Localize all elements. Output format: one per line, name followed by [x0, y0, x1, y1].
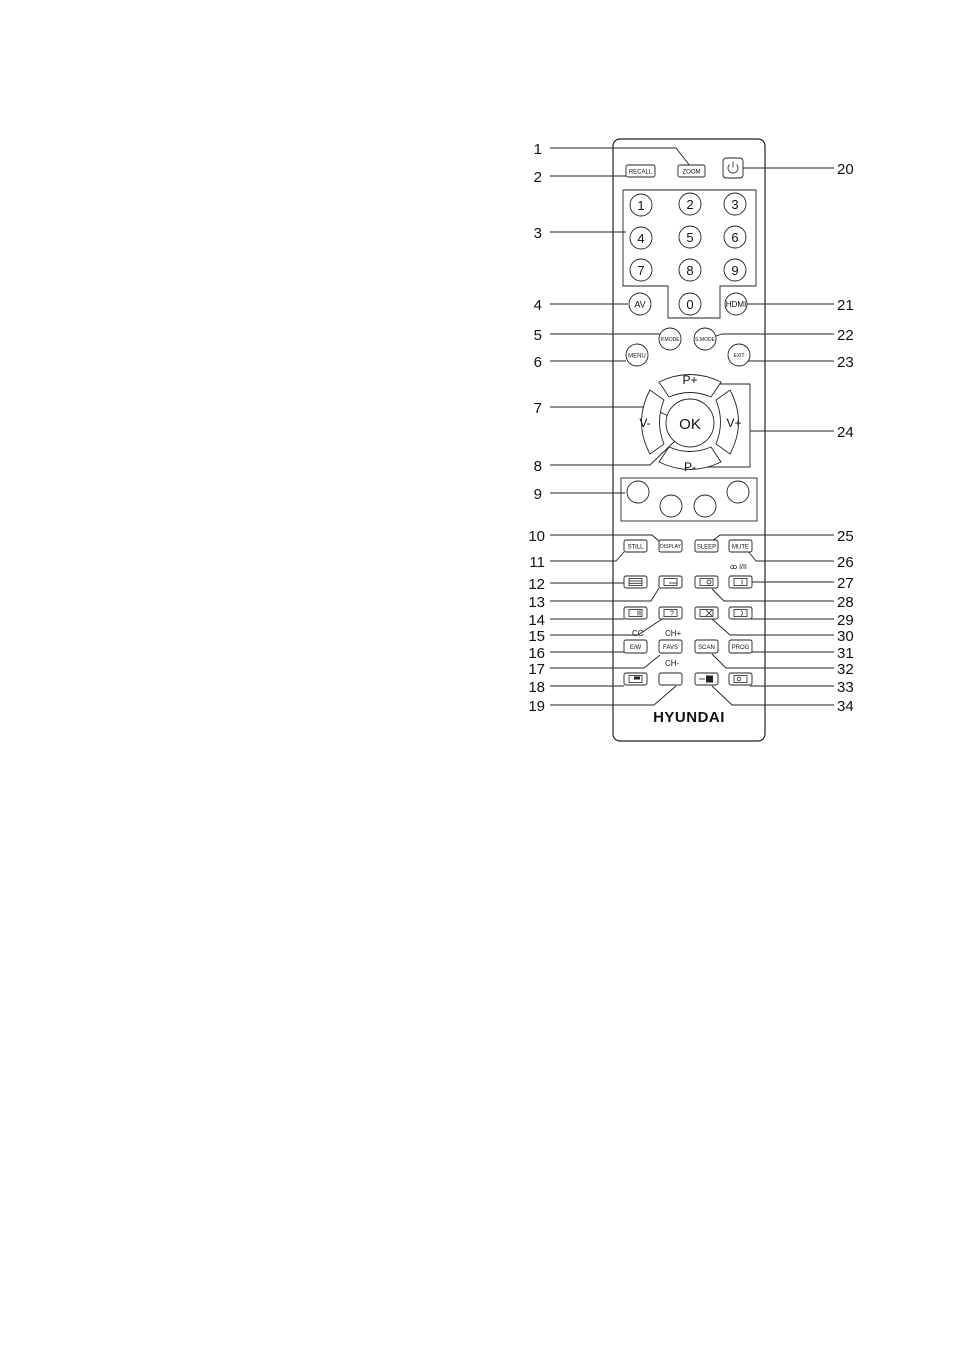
digit-3-button[interactable] — [724, 193, 746, 215]
source-input-button[interactable] — [695, 673, 718, 685]
sound-mode-label: S.MODE — [695, 337, 715, 343]
prog-label: PROG — [731, 645, 750, 651]
callout-32: 32 — [837, 661, 854, 678]
scan-label: SCAN — [698, 645, 715, 651]
callout-31: 31 — [837, 645, 854, 662]
prog-button[interactable] — [729, 640, 752, 653]
still-label: STILL — [627, 544, 644, 551]
callout-19: 19 — [528, 698, 545, 715]
color-key-yellow[interactable] — [694, 495, 716, 517]
teletext-index-button[interactable] — [695, 576, 718, 588]
ch-plus-label: CH+ — [665, 629, 682, 638]
callout-8: 8 — [533, 458, 542, 475]
callout-7: 7 — [533, 400, 542, 417]
zoom-button[interactable] — [678, 165, 705, 177]
digit-5-button[interactable] — [679, 226, 701, 248]
digit-7-button[interactable] — [630, 259, 652, 281]
zoom-label: ZOOM — [682, 169, 701, 176]
digit-0-button[interactable] — [679, 293, 701, 315]
callout-9: 9 — [533, 486, 542, 503]
teletext-subpage-button[interactable] — [729, 607, 752, 619]
callout-28: 28 — [837, 594, 854, 611]
digit-4-label: 4 — [637, 231, 645, 246]
brand-logo: HYUNDAI — [653, 709, 725, 726]
favs-button[interactable] — [659, 640, 682, 653]
scan-button[interactable] — [695, 640, 718, 653]
teletext-mix-button[interactable] — [659, 576, 682, 588]
digit-1-button[interactable] — [630, 194, 652, 216]
digit-6-button[interactable] — [724, 226, 746, 248]
hdmi-label: HDMI — [725, 300, 747, 309]
volume-down-label: V- — [639, 416, 651, 430]
sleep-label: SLEEP — [696, 544, 717, 551]
callout-21: 21 — [837, 297, 854, 314]
digit-9-label: 9 — [731, 263, 739, 278]
display-label: DISPLAY — [660, 544, 681, 550]
callout-20: 20 — [837, 161, 854, 178]
digit-4-button[interactable] — [630, 227, 652, 249]
callout-23: 23 — [837, 354, 854, 371]
stop-button[interactable] — [624, 673, 647, 685]
exit-label: EXIT — [733, 353, 745, 359]
callout-29: 29 — [837, 612, 854, 629]
digit-2-label: 2 — [686, 197, 694, 212]
callout-4: 4 — [533, 297, 542, 314]
ew-button[interactable] — [624, 640, 647, 653]
digit-6-label: 6 — [731, 230, 739, 245]
menu-label: MENU — [628, 353, 646, 360]
ch-minus-label: CH- — [665, 659, 680, 668]
teletext-reveal-button[interactable] — [659, 607, 682, 619]
color-key-blue[interactable] — [727, 481, 749, 503]
picture-mode-button[interactable] — [659, 328, 681, 350]
digit-7-label: 7 — [637, 263, 645, 278]
digit-8-button[interactable] — [679, 259, 701, 281]
teletext-cancel-button[interactable] — [695, 607, 718, 619]
pip-button[interactable] — [729, 673, 752, 685]
callout-10: 10 — [528, 528, 545, 545]
sound-mode-button[interactable] — [694, 328, 716, 350]
callout-30: 30 — [837, 628, 854, 645]
digit-5-label: 5 — [686, 230, 694, 245]
callout-11: 11 — [529, 554, 545, 571]
ok-button[interactable] — [666, 399, 714, 447]
callout-17: 17 — [528, 661, 545, 678]
callout-13: 13 — [528, 594, 545, 611]
mute-button[interactable] — [729, 540, 752, 552]
callout-6: 6 — [533, 354, 542, 371]
channel-down-label: P- — [684, 460, 696, 474]
hdmi-button[interactable] — [725, 293, 747, 315]
blank-function-button[interactable] — [659, 673, 682, 685]
callout-24: 24 — [837, 424, 854, 441]
still-button[interactable] — [624, 540, 647, 552]
right-callouts — [837, 161, 854, 715]
av-button[interactable] — [629, 293, 651, 315]
digit-1-label: 1 — [637, 198, 645, 213]
callout-25: 25 — [837, 528, 854, 545]
power-button[interactable] — [723, 158, 743, 178]
callout-1: 1 — [533, 141, 542, 158]
channel-up-label: P+ — [682, 373, 698, 387]
color-key-red[interactable] — [627, 481, 649, 503]
callout-27: 27 — [837, 575, 854, 592]
callout-18: 18 — [528, 679, 545, 696]
callout-22: 22 — [837, 327, 854, 344]
audio-mode-label: ꝏ I/II — [730, 564, 747, 571]
teletext-hold-button[interactable] — [624, 607, 647, 619]
picture-mode-label: P.MODE — [660, 337, 680, 343]
callout-2: 2 — [533, 169, 542, 186]
ew-label: E/W — [629, 645, 642, 651]
menu-button[interactable] — [626, 344, 648, 366]
teletext-size-button[interactable] — [729, 576, 752, 588]
display-button[interactable] — [659, 540, 682, 552]
ok-label: OK — [679, 416, 701, 433]
left-callouts — [528, 141, 545, 715]
callout-16: 16 — [528, 645, 545, 662]
callout-26: 26 — [837, 554, 854, 571]
callout-14: 14 — [528, 612, 545, 629]
callout-5: 5 — [533, 327, 542, 344]
digit-3-label: 3 — [731, 197, 739, 212]
teletext-button[interactable] — [624, 576, 647, 588]
sleep-button[interactable] — [695, 540, 718, 552]
exit-button[interactable] — [728, 344, 750, 366]
volume-up-label: V+ — [726, 416, 742, 430]
recall-button[interactable] — [626, 165, 655, 177]
mute-label: MUTE — [732, 544, 749, 551]
favs-label: FAVS — [663, 645, 678, 651]
callout-33: 33 — [837, 679, 854, 696]
digit-8-label: 8 — [686, 263, 694, 278]
callout-3: 3 — [533, 225, 542, 242]
digit-9-button[interactable] — [724, 259, 746, 281]
callout-34: 34 — [837, 698, 854, 715]
digit-2-button[interactable] — [679, 193, 701, 215]
callout-15: 15 — [528, 628, 545, 645]
svg-text:?: ? — [670, 610, 674, 618]
cc-label: CC — [632, 629, 644, 638]
color-key-green[interactable] — [660, 495, 682, 517]
digit-0-label: 0 — [686, 297, 694, 312]
av-label: AV — [634, 299, 646, 310]
callout-12: 12 — [528, 576, 545, 593]
recall-label: RECALL — [628, 169, 653, 176]
